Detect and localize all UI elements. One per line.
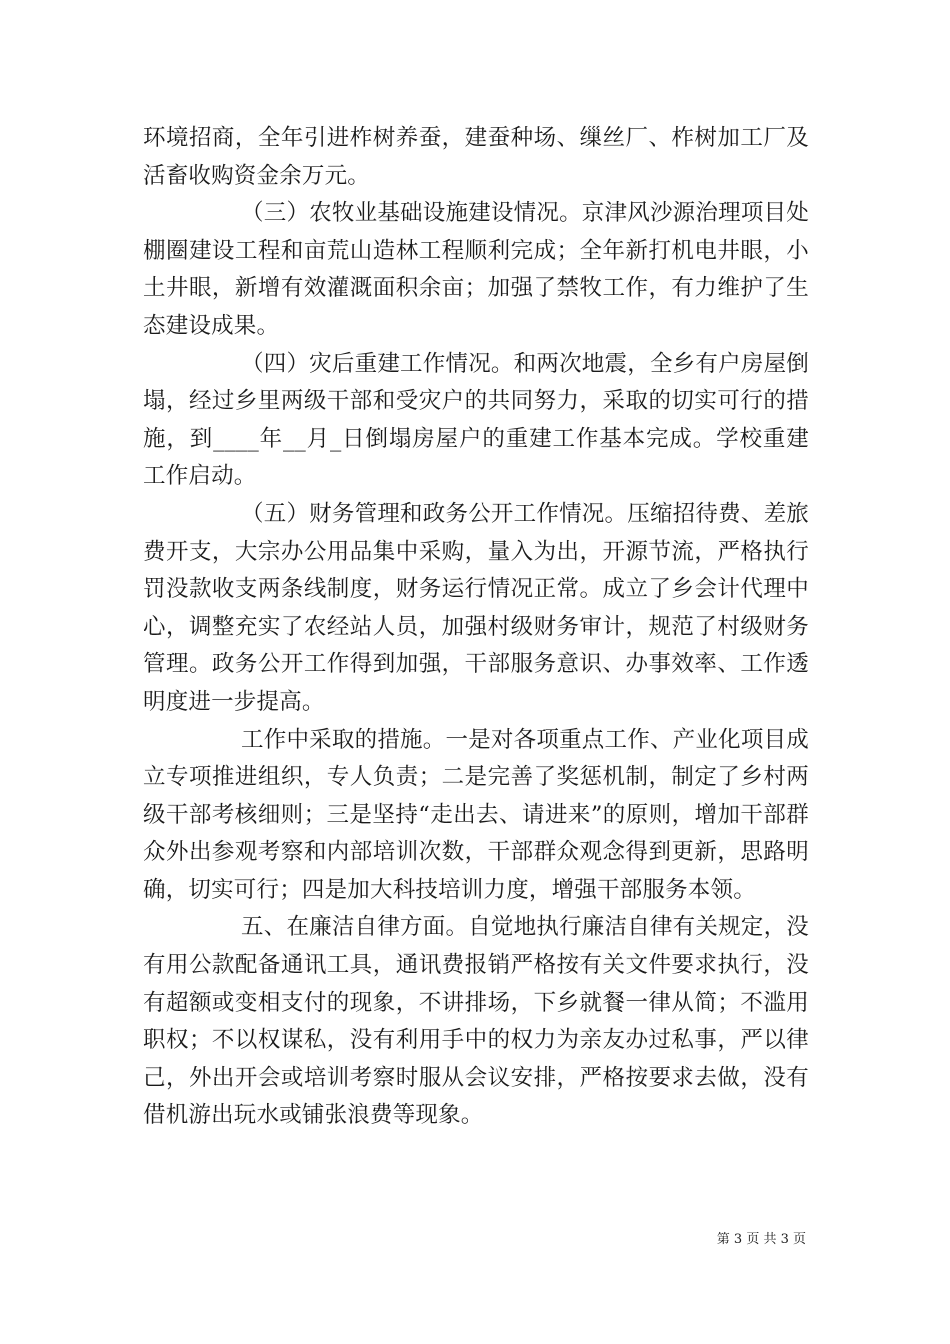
paragraph-measures: 工作中采取的措施。一是对各项重点工作、产业化项目成立专项推进组织，专人负责；二是完善了奖惩机制，制定了乡村两级干部考核细则；三是坚持“走出去、请进来”的原则，增加干部群众外出参观考察和内部培训次数，干部群众观念得到更新，思路明确，切实可行；四是加大科技培训力度，增强干部服务本领。 [143,726,809,903]
paragraph-continuation: 环境招商，全年引进柞树养蚕，建蚕种场、缫丝厂、柞树加工厂及活畜收购资金余万元。 [143,125,809,189]
paragraph-integrity: 五、在廉洁自律方面。自觉地执行廉洁自律有关规定，没有用公款配备通讯工具，通讯费报销严格按有关文件要求执行，没有超额或变相支付的现象，不讲排场，下乡就餐一律从简；不滥用职权；不以权谋私，没有利用手中的权力为亲友办过私事，严以律己，外出开会或培训考察时服从会议安排，严格按要求去做，没有借机游出玩水或铺张浪费等现象。 [143,914,809,1129]
paragraph-infrastructure: （三）农牧业基础设施建设情况。京津风沙源治理项目处棚圈建设工程和亩荒山造林工程顺利完成；全年新打机电井眼，小土井眼，新增有效灌溉面积余亩；加强了禁牧工作，有力维护了生态建设成果。 [143,200,809,339]
page-number-footer: 第 3 页 共 3 页 [716,1232,806,1247]
paragraph-finance: （五）财务管理和政务公开工作情况。压缩招待费、差旅费开支，大宗办公用品集中采购，量入为出，开源节流，严格执行罚没款收支两条线制度，财务运行情况正常。成立了乡会计代理中心，调整充实了农经站人员，加强村级财务审计，规范了村级财务管理。政务公开工作得到加强，干部服务意识、办事效率、工作透明度进一步提高。 [143,500,809,715]
paragraph-reconstruction: （四）灾后重建工作情况。和两次地震，全乡有户房屋倒塌，经过乡里两级干部和受灾户的共同努力，采取的切实可行的措施，到____年__月_日倒塌房屋户的重建工作基本完成。学校重建工作启动。 [143,350,809,490]
document-body [143,120,809,1135]
